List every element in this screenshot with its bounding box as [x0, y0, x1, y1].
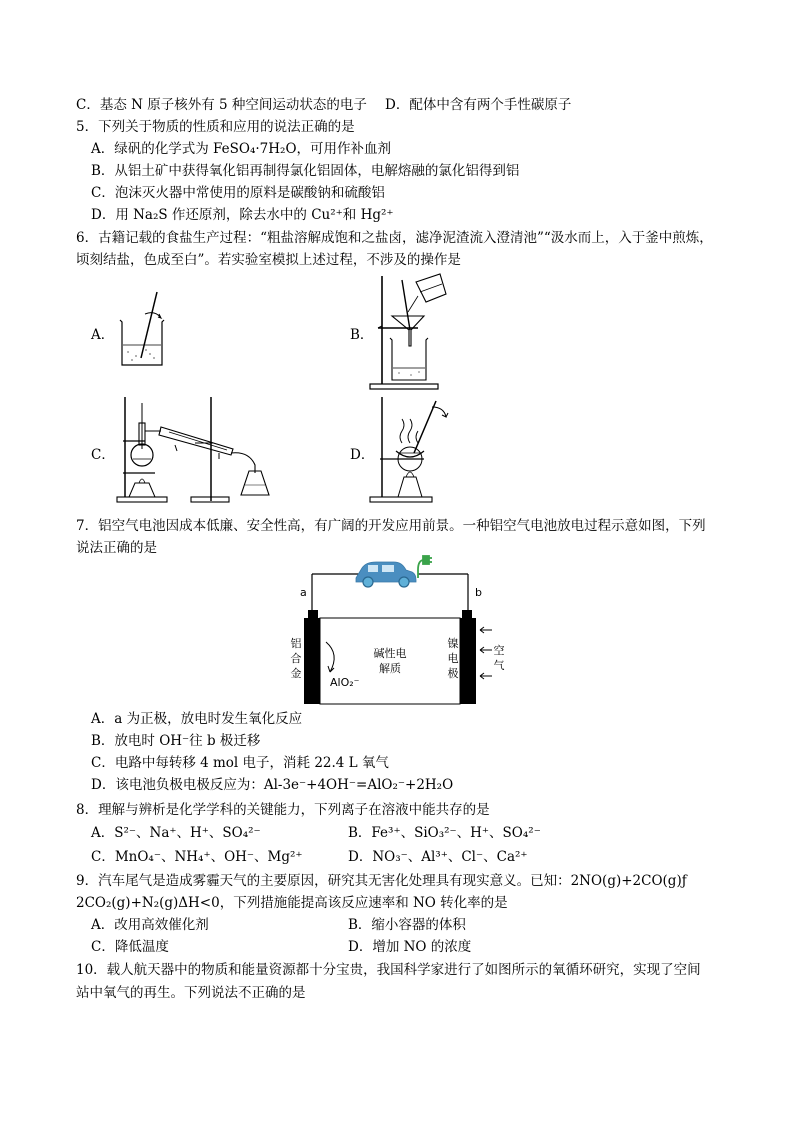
electrolyte-line: 碱性电	[373, 647, 407, 660]
air-char: 气	[493, 659, 505, 672]
terminal-a-label: a	[300, 586, 307, 599]
q6-apparatus-b-filtration	[368, 272, 468, 392]
q7-stem-line2: 说法正确的是	[76, 540, 157, 556]
q6-stem-line1: 6．古籍记载的食盐生产过程：“粗盐溶解成饱和之盐卤，滤净泥渣流入澄清池”“汲水而上，入于釜中煎炼，	[76, 230, 713, 246]
q10-stem-line2: 站中氧气的再生。下列说法不正确的是	[76, 985, 306, 1001]
q8-option-c: C．MnO₄⁻、NH₄⁺、OH⁻、Mg²⁺	[91, 849, 303, 865]
right-electrode-char: 镍	[447, 637, 459, 650]
q9-option-c: C．降低温度	[91, 939, 169, 955]
q5-option-a: A．绿矾的化学式为 FeSO₄·7H₂O，可用作补血剂	[91, 141, 392, 157]
car-icon	[356, 562, 416, 587]
electrolyte-label	[355, 646, 425, 676]
q6-label-b: B．	[350, 327, 374, 343]
left-electrode-char: 金	[290, 667, 302, 680]
q8-option-b: B．Fe³⁺、SiO₃²⁻、H⁺、SO₄²⁻	[348, 825, 541, 841]
q6-apparatus-d-evaporation	[368, 393, 458, 505]
q5-option-d: D．用 Na₂S 作还原剂，除去水中的 Cu²⁺和 Hg²⁺	[91, 207, 394, 223]
q5-stem: 5．下列关于物质的性质和应用的说法正确的是	[76, 119, 355, 135]
right-electrode-char: 电	[447, 652, 459, 665]
q6-label-c: C．	[91, 447, 115, 463]
air-char: 空	[493, 644, 505, 657]
left-electrode-char: 铝	[290, 637, 302, 650]
right-electrode-char: 极	[447, 667, 459, 680]
q8-option-d: D．NO₃⁻、Al³⁺、Cl⁻、Ca²⁺	[348, 849, 528, 865]
terminal-b-label: b	[475, 586, 482, 599]
right-electrode-label	[446, 636, 460, 681]
electrolyte-line: 解质	[379, 662, 401, 675]
q7-option-b: B．放电时 OH⁻往 b 极迁移	[91, 733, 261, 749]
q9-option-b: B．缩小容器的体积	[348, 917, 466, 933]
q6-label-a: A．	[91, 327, 115, 343]
q8-option-a: A．S²⁻、Na⁺、H⁺、SO₄²⁻	[91, 825, 261, 841]
q9-stem-line1: 9．汽车尾气是造成雾霾天气的主要原因，研究其无害化处理具有现实意义。已知：2NO(g)+2CO(g)ƒ	[76, 873, 687, 889]
q4-option-c: C．基态 N 原子核外有 5 种空间运动状态的电子	[76, 97, 367, 113]
q6-stem-line2: 顷刻结盐，色成至白”。若实验室模拟上述过程，不涉及的操作是	[76, 252, 461, 268]
left-electrode-char: 合	[290, 652, 302, 665]
product-label: AlO₂⁻	[330, 676, 360, 689]
q7-option-a: A．a 为正极，放电时发生氧化反应	[91, 711, 303, 727]
q7-option-d: D．该电池负极电极反应为：Al-3e⁻+4OH⁻=AlO₂⁻+2H₂O	[91, 777, 454, 793]
left-electrode-label	[290, 636, 302, 681]
q5-option-b: B．从铝土矿中获得氧化铝再制得氯化铝固体，电解熔融的氯化铝得到铝	[91, 163, 520, 179]
q6-apparatus-c-distillation	[115, 393, 290, 505]
q4-option-d: D．配体中含有两个手性碳原子	[385, 97, 572, 113]
air-label	[493, 643, 505, 673]
q6-apparatus-a-dissolve	[115, 290, 175, 370]
q9-option-a: A．改用高效催化剂	[91, 917, 209, 933]
q7-option-c: C．电路中每转移 4 mol 电子，消耗 22.4 L 氧气	[91, 755, 389, 771]
q7-stem-line1: 7．铝空气电池因成本低廉、安全性高，有广阔的开发应用前景。一种铝空气电池放电过程示意如图，下列	[76, 518, 706, 534]
plug-icon	[418, 556, 432, 578]
q5-option-c: C．泡沫灭火器中常使用的原料是碳酸钠和硫酸铝	[91, 185, 385, 201]
q9-stem-line2: 2CO₂(g)+N₂(g)ΔH<0，下列措施能提高该反应速率和 NO 转化率的是	[76, 895, 508, 911]
q6-label-d: D．	[350, 447, 375, 463]
q9-option-d: D．增加 NO 的浓度	[348, 939, 472, 955]
q10-stem-line1: 10．载人航天器中的物质和能量资源都十分宝贵，我国科学家进行了如图所示的氧循环研究，实现了空间	[76, 962, 701, 978]
q8-stem: 8．理解与辨析是化学学科的关键能力，下列离子在溶液中能共存的是	[76, 802, 490, 818]
